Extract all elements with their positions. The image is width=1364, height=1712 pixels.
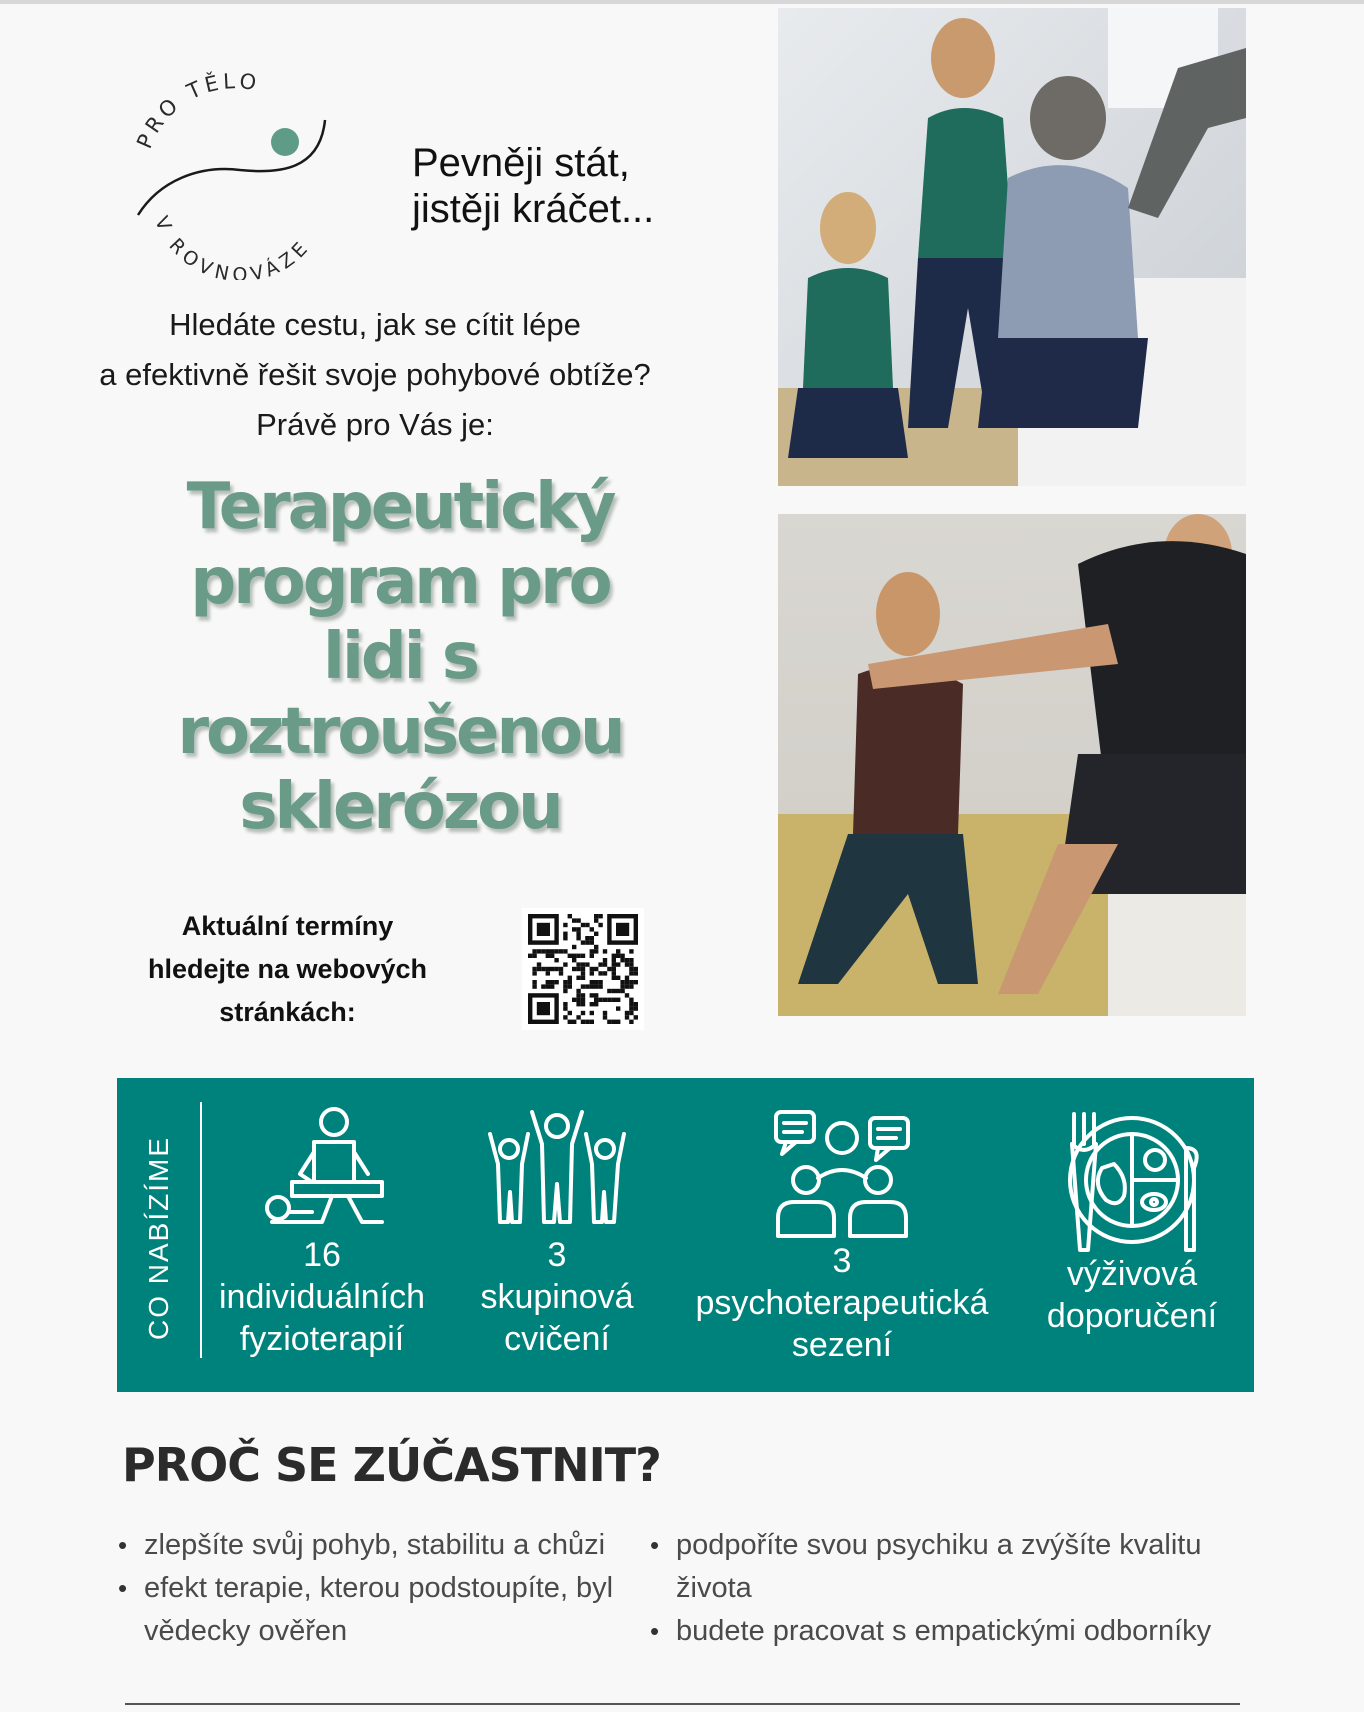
dates-line: Aktuální termíny xyxy=(181,911,394,941)
intro-line: Právě pro Vás je: xyxy=(256,407,494,442)
logo-text-bottom: V ROVNOVÁZE xyxy=(150,213,316,280)
logo-mark xyxy=(120,70,350,280)
offer-item-psychotherapy xyxy=(677,1108,1007,1366)
offer-text: sezení xyxy=(791,1326,893,1364)
physiotherapy-icon xyxy=(252,1104,392,1234)
list-item: • efekt terapie, kterou podstoupíte, byl vědecky ověřen xyxy=(118,1567,638,1653)
offer-number: 3 xyxy=(832,1242,852,1280)
list-item: • zlepšíte svůj pohyb, stabilitu a chůzi xyxy=(118,1524,638,1567)
offer-number: 3 xyxy=(547,1236,567,1274)
qr-code-icon[interactable] xyxy=(522,908,644,1030)
headline-line: lidi s xyxy=(323,620,477,694)
offer-text: cvičení xyxy=(504,1320,610,1358)
offer-text: individuálních xyxy=(218,1278,426,1316)
offer-text: psychoterapeutická xyxy=(695,1284,989,1322)
headline-line: sklerózou xyxy=(239,770,561,844)
offer-number: 16 xyxy=(303,1236,341,1274)
offer-text: výživová xyxy=(1066,1255,1198,1293)
intro-line: Hledáte cestu, jak se cítit lépe xyxy=(169,307,581,342)
tagline-line: Pevněji stát, xyxy=(412,141,630,185)
logo-text-top: PRO TĚLO xyxy=(132,70,262,153)
logo-dot xyxy=(271,128,299,156)
headline-line: Terapeutický xyxy=(186,470,614,544)
intro-text xyxy=(40,300,710,450)
offer-band xyxy=(117,1078,1254,1392)
benefit-list-left xyxy=(118,1524,638,1653)
bottom-rule xyxy=(125,1703,1240,1705)
offer-item-nutrition xyxy=(1017,1108,1247,1337)
therapy-stretch-photo xyxy=(778,514,1246,1016)
dates-line: hledejte na webových xyxy=(147,954,428,984)
dates-line: stránkách: xyxy=(219,997,356,1027)
group-talk-icon xyxy=(772,1108,912,1240)
list-item: • budete pracovat s empatickými odborníky xyxy=(650,1610,1250,1653)
why-title: PROČ SE ZÚČASTNIT? xyxy=(122,1438,661,1492)
benefit-list-right xyxy=(650,1524,1250,1653)
offer-label-text: CO NABÍZÍME xyxy=(143,1135,174,1341)
headline-line: roztroušenou xyxy=(177,695,623,769)
therapy-group-photo xyxy=(778,8,1246,486)
headline-line: program pro xyxy=(190,545,610,619)
logo xyxy=(120,70,350,280)
nutrition-plate-icon xyxy=(1062,1108,1202,1253)
offer-item-group-exercise xyxy=(462,1104,652,1360)
offer-text: skupinová xyxy=(480,1278,634,1316)
offer-text: doporučení xyxy=(1046,1297,1218,1335)
intro-line: a efektivně řešit svoje pohybové obtíže? xyxy=(99,357,651,392)
tagline xyxy=(412,140,712,232)
offer-label xyxy=(139,1118,179,1358)
tagline-line: jistěji kráčet... xyxy=(412,187,655,231)
offer-text: fyzioterapií xyxy=(239,1320,405,1358)
list-item: • podpoříte svou psychiku a zvýšíte kvalitu života xyxy=(650,1524,1250,1610)
group-exercise-icon xyxy=(482,1104,632,1234)
dates-note xyxy=(120,905,455,1034)
offer-item-physiotherapy xyxy=(202,1104,442,1360)
program-headline xyxy=(115,470,685,845)
top-rule xyxy=(0,0,1364,4)
